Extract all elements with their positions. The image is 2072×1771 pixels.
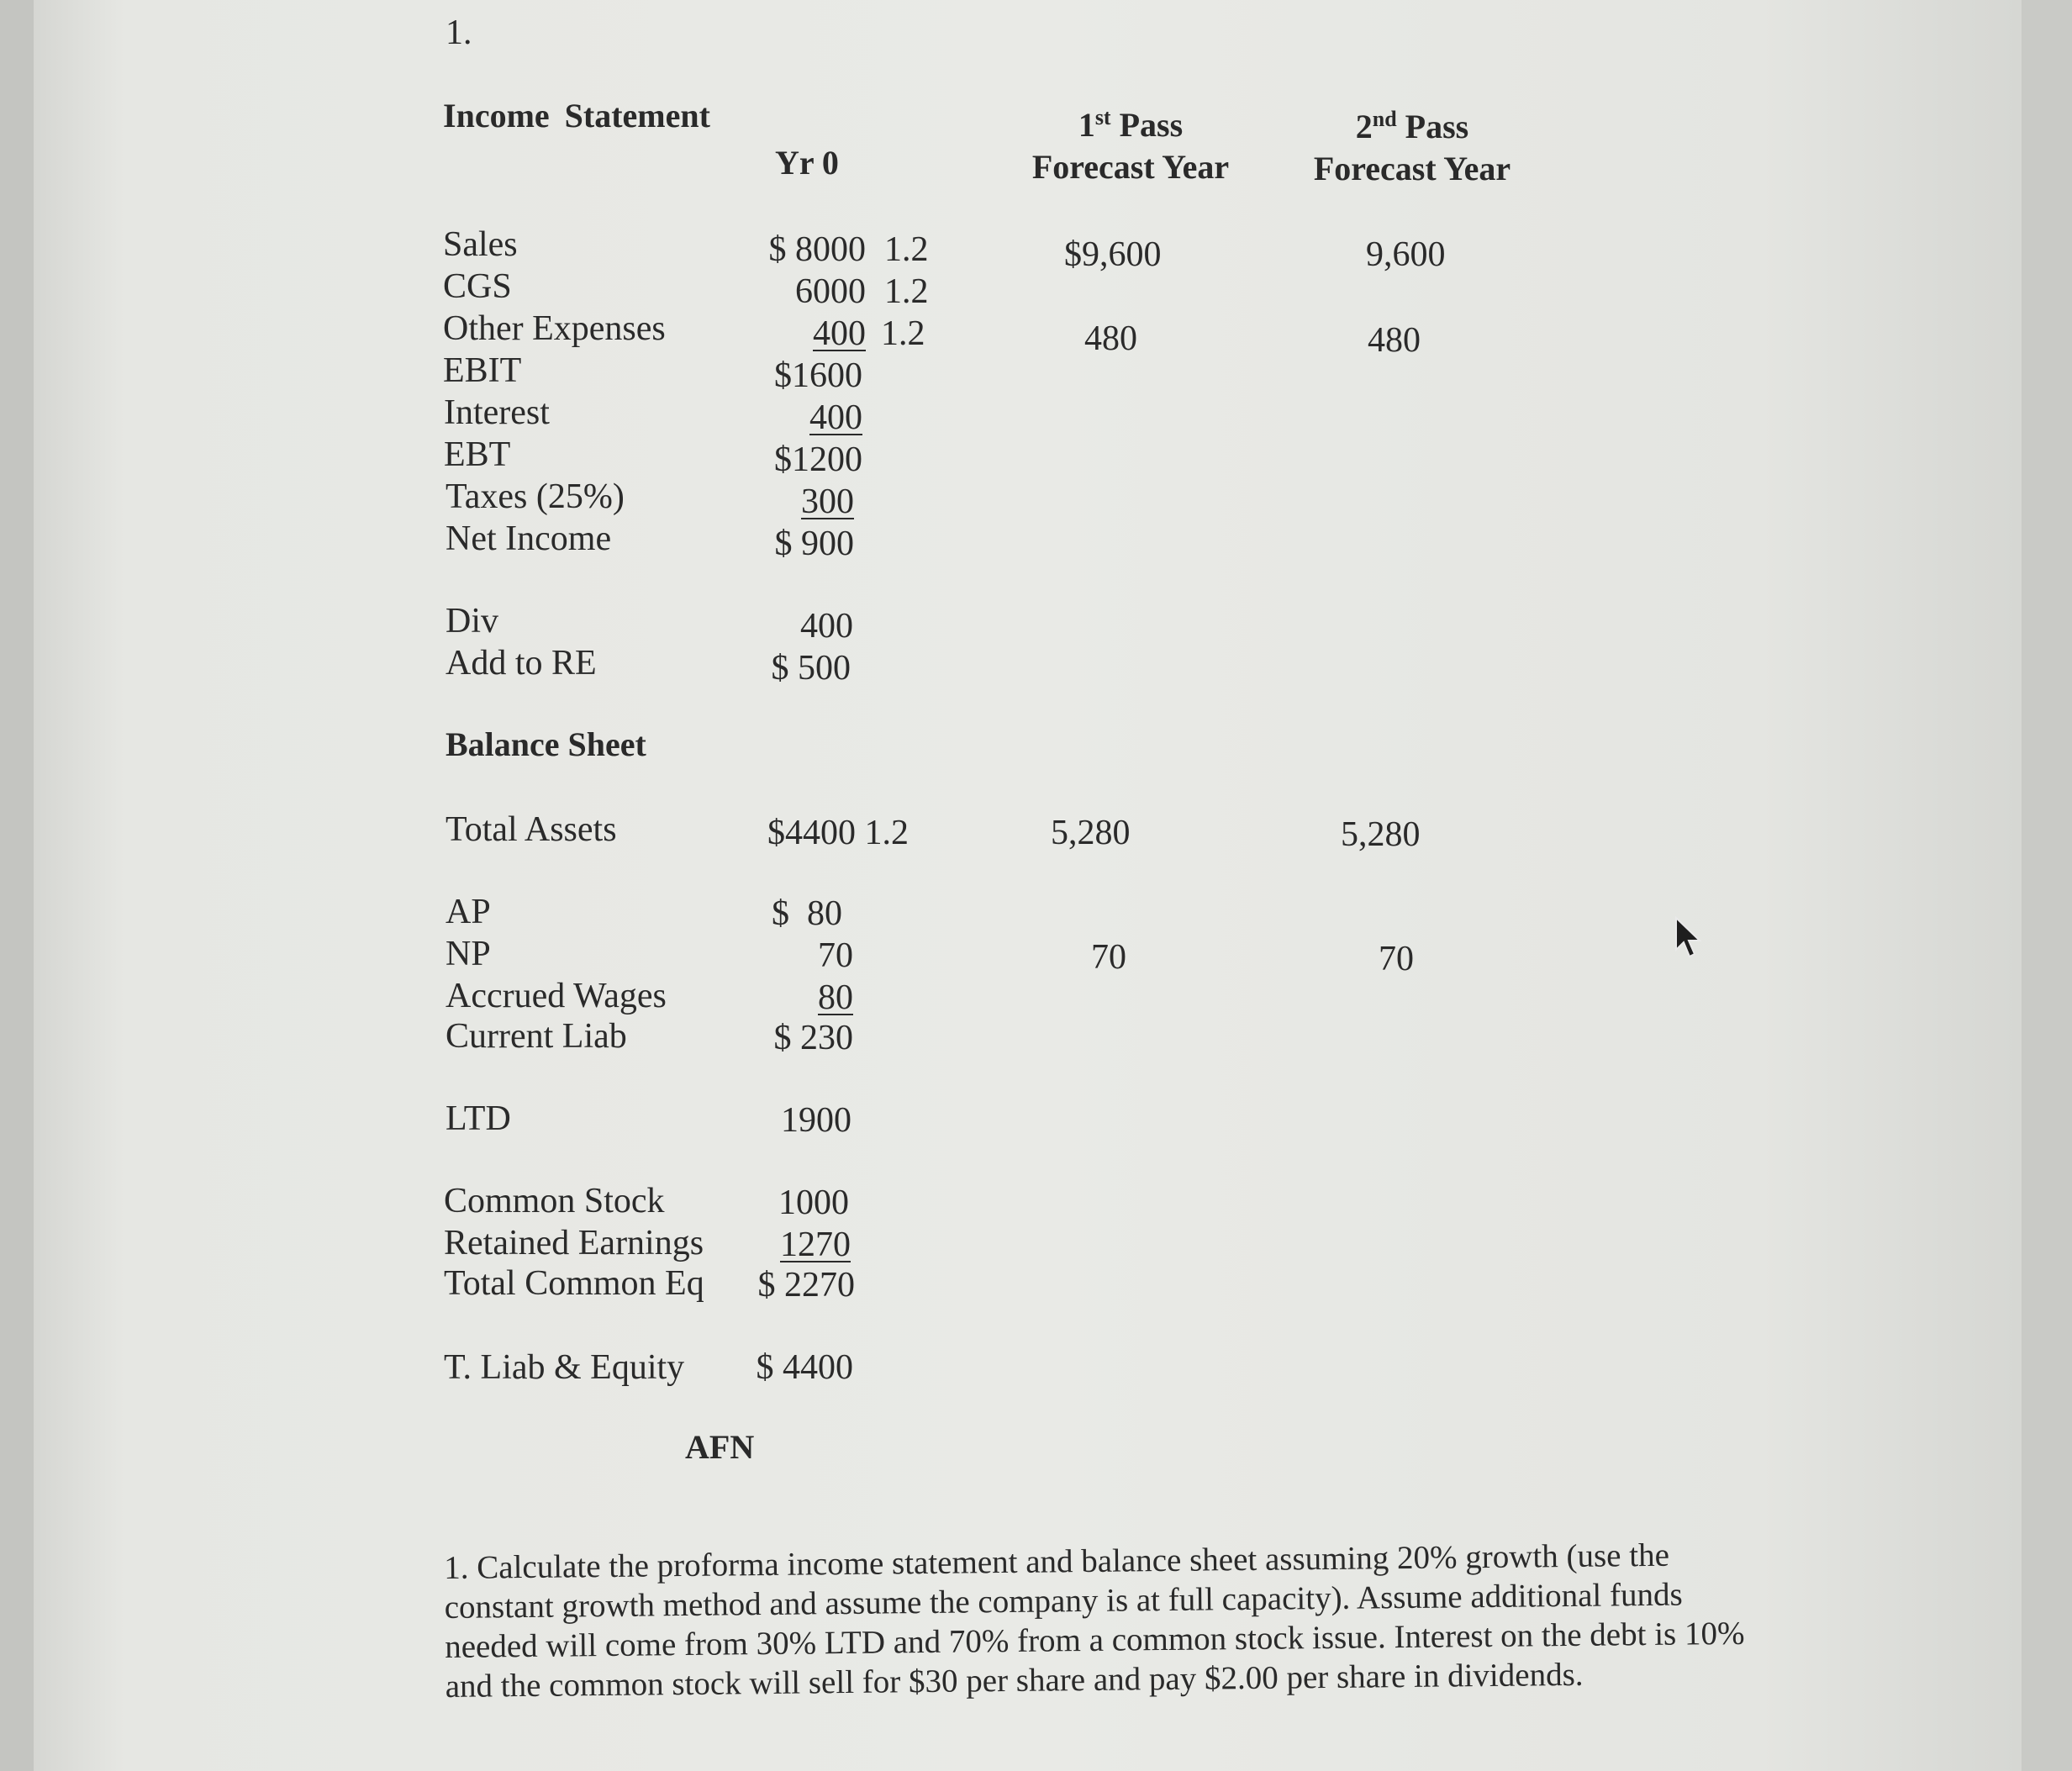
label-add-to-re: Add to RE [446, 644, 597, 683]
second-pass-num: 2 [1355, 108, 1373, 145]
interest-yr0-text: 400 [809, 398, 862, 437]
label-current-liab: Current Liab [446, 1017, 627, 1056]
value-total-assets-yr0: $4400 1.2 [767, 814, 909, 852]
value-ap-yr0: $ 80 [772, 894, 842, 933]
col-header-yr0: Yr 0 [775, 144, 839, 182]
page-left-shadow [0, 0, 34, 1771]
value-other-expenses-yr0 [719, 316, 866, 351]
value-add-to-re-yr0: $ 500 [771, 649, 851, 688]
value-interest-yr0 [714, 400, 862, 435]
value-accrued-wages-yr0 [714, 980, 853, 1015]
value-cgs-yr0: 6000 [795, 272, 866, 311]
value-total-assets-first-pass: 5,280 [1051, 814, 1131, 852]
second-pass-sup: nd [1372, 107, 1397, 131]
label-np: NP [446, 935, 491, 973]
taxes-yr0-text: 300 [801, 482, 854, 521]
afn-label: AFN [685, 1428, 755, 1466]
label-div: Div [446, 602, 498, 640]
label-retained-earnings: Retained Earnings [444, 1224, 704, 1262]
label-ebt: EBT [444, 435, 511, 474]
col-header-second-pass [1299, 106, 1526, 190]
value-sales-yr0: $ 8000 [768, 230, 866, 269]
balance-sheet-title: Balance Sheet [446, 725, 646, 763]
label-net-income: Net Income [446, 519, 612, 558]
label-ebit: EBIT [443, 351, 522, 390]
factor-sales: 1.2 [884, 230, 929, 269]
value-np-yr0: 70 [818, 936, 853, 975]
value-common-stock-yr0: 1000 [778, 1183, 849, 1222]
value-div-yr0: 400 [800, 607, 853, 646]
value-sales-second-pass: 9,600 [1366, 235, 1446, 274]
factor-cgs: 1.2 [884, 272, 929, 311]
value-np-second-pass: 70 [1379, 940, 1414, 978]
value-np-first-pass: 70 [1091, 938, 1126, 977]
retained-earnings-yr0-text: 1270 [780, 1225, 851, 1264]
question-number: 1. [446, 13, 472, 52]
value-ltd-yr0: 1900 [781, 1101, 851, 1140]
value-retained-earnings-yr0 [714, 1227, 851, 1262]
label-ap: AP [446, 893, 491, 931]
second-pass-line2: Forecast Year [1313, 150, 1511, 187]
col-header-first-pass [1017, 104, 1244, 188]
other-expenses-yr0-text: 400 [813, 314, 866, 353]
mouse-cursor-icon [1673, 916, 1706, 967]
label-other-expenses: Other Expenses [443, 309, 666, 348]
label-taxes: Taxes (25%) [446, 477, 625, 516]
factor-other-expenses: 1.2 [881, 314, 925, 353]
value-ebit-yr0: $1600 [774, 356, 862, 395]
value-taxes-yr0 [714, 484, 854, 519]
value-ebt-yr0: $1200 [774, 440, 862, 479]
label-cgs: CGS [443, 267, 512, 306]
first-pass-num: 1 [1078, 106, 1095, 144]
label-total-assets: Total Assets [446, 810, 617, 849]
label-sales: Sales [443, 225, 518, 264]
label-common-stock: Common Stock [444, 1182, 665, 1220]
value-current-liab-yr0: $ 230 [773, 1019, 853, 1057]
first-pass-word: Pass [1119, 106, 1184, 144]
income-statement-title: Income Statement [443, 97, 710, 134]
value-t-liab-equity-yr0: $ 4400 [756, 1348, 853, 1387]
label-accrued-wages: Accrued Wages [446, 977, 667, 1015]
problem-instructions: 1. Calculate the proforma income statement and balance sheet assuming 20% growth (use the constant growth method and assume the company is at full capacity). Assume additional funds needed will come from 30% LTD and 70% from a common stock issue. Interest on the debt is 10% and the common stock will sell for $30 per share and pay $2.00 per share in dividends. [444, 1536, 1745, 1705]
label-interest: Interest [444, 393, 550, 432]
accrued-wages-yr0-text: 80 [818, 978, 853, 1017]
second-pass-word: Pass [1405, 108, 1469, 145]
first-pass-sup: st [1094, 105, 1111, 129]
first-pass-line2: Forecast Year [1031, 148, 1230, 186]
label-t-liab-equity: T. Liab & Equity [444, 1348, 685, 1387]
value-sales-first-pass: $9,600 [1064, 235, 1162, 274]
page-right-shadow [2022, 0, 2072, 1771]
value-other-expenses-first-pass: 480 [1084, 319, 1137, 358]
value-other-expenses-second-pass: 480 [1368, 321, 1421, 360]
value-total-assets-second-pass: 5,280 [1341, 815, 1421, 854]
label-total-common-eq: Total Common Eq [444, 1264, 704, 1303]
label-ltd: LTD [446, 1099, 511, 1138]
value-net-income-yr0: $ 900 [774, 524, 854, 563]
value-total-common-eq-yr0: $ 2270 [757, 1266, 855, 1305]
